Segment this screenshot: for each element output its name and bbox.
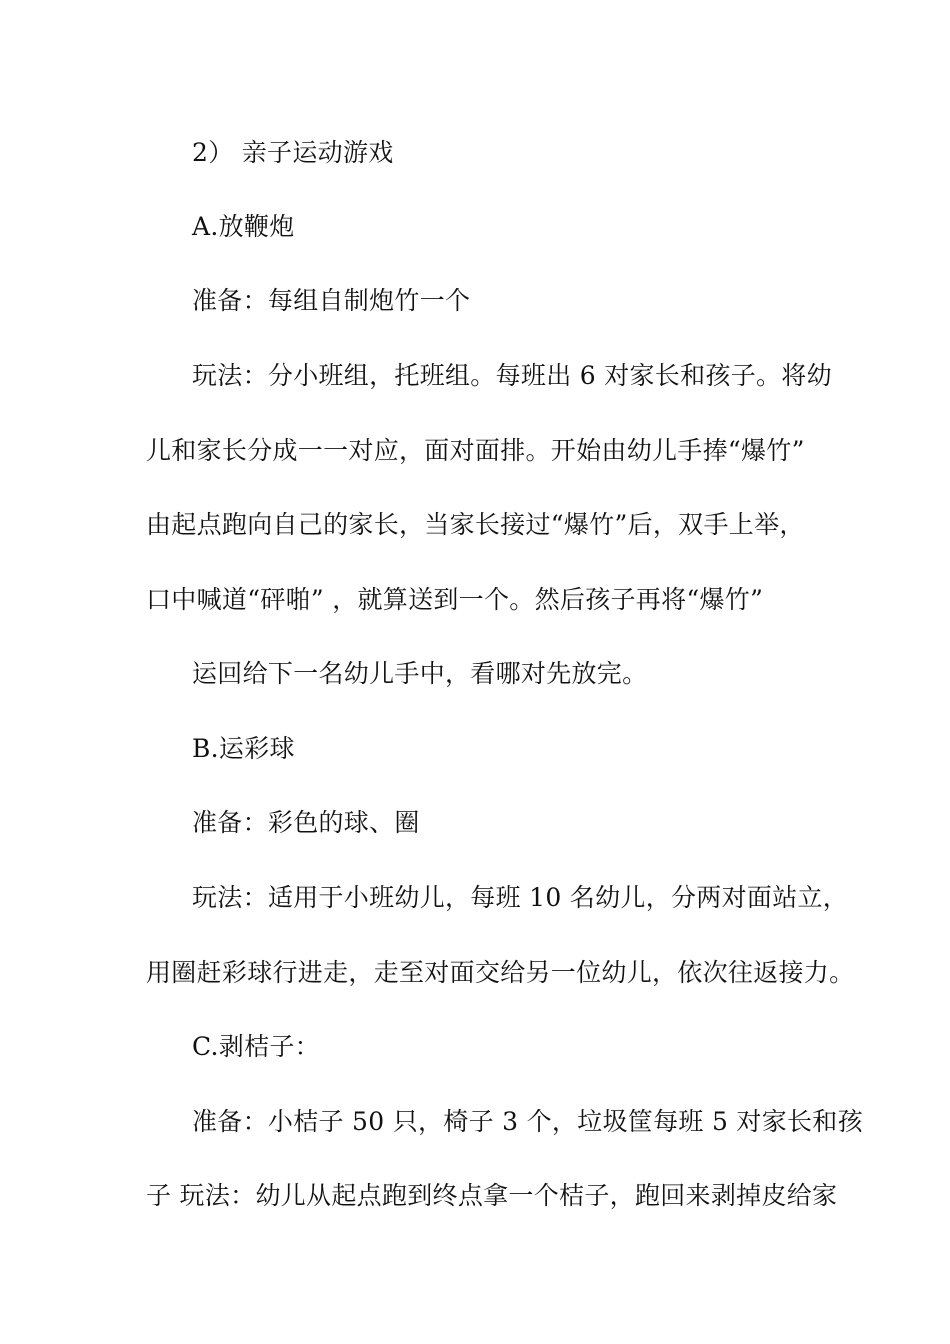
game-b-rules-line-1: 玩法：适用于小班幼儿，每班 10 名幼儿，分两对面站立，: [192, 883, 849, 912]
game-c-rules-line-1: 子 玩法：幼儿从起点跑到终点拿一个桔子，跑回来剥掉皮给家: [146, 1181, 838, 1210]
game-c-title: C.剥桔子：: [192, 1032, 320, 1061]
game-b-rules-line-2: 用圈赶彩球行进走，走至对面交给另一位幼儿，依次往返接力。: [146, 958, 855, 987]
game-a-title: A.放鞭炮: [192, 212, 295, 241]
game-a-rules-line-1: 玩法：分小班组，托班组。每班出 6 对家长和孩子。将幼: [192, 361, 832, 390]
game-a-rules-line-5: 运回给下一名幼儿手中，看哪对先放完。: [192, 659, 648, 688]
game-a-rules-line-4: 口中喊道“砰啪” ，就算送到一个。然后孩子再将“爆竹”: [146, 585, 764, 614]
section-heading: 2） 亲子运动游戏: [192, 138, 394, 167]
game-a-rules-line-2: 儿和家长分成一一对应，面对面排。开始由幼儿手捧“爆竹”: [146, 436, 805, 465]
game-c-preparation: 准备：小桔子 50 只，椅子 3 个，垃圾筐每班 5 对家长和孩: [192, 1107, 863, 1136]
game-a-rules-line-3: 由起点跑向自己的家长，当家长接过“爆竹”后，双手上举，: [146, 510, 805, 539]
game-b-title: B.运彩球: [192, 734, 295, 763]
game-a-preparation: 准备：每组自制炮竹一个: [192, 286, 471, 315]
game-b-preparation: 准备：彩色的球、圈: [192, 808, 420, 837]
